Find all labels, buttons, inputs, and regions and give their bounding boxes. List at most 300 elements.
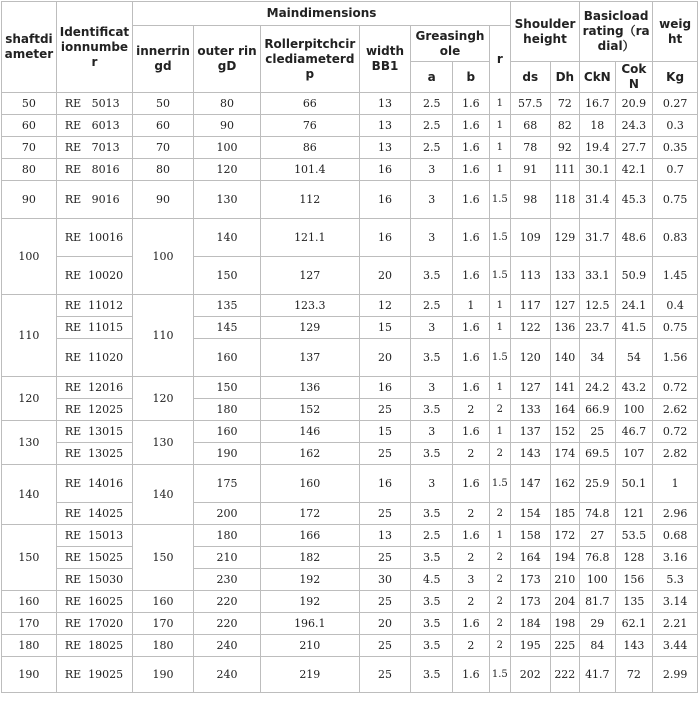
weight-cell: 0.68 bbox=[653, 525, 698, 547]
grease-a-cell: 2.5 bbox=[411, 525, 453, 547]
table-row bbox=[2, 159, 698, 181]
weight-cell: 1 bbox=[653, 465, 698, 503]
grease-a-cell: 3 bbox=[411, 317, 453, 339]
header-basic-load-rating: Basicloadrating（radial） bbox=[580, 2, 653, 62]
outer-ring-cell: 130 bbox=[194, 181, 261, 219]
table-row bbox=[2, 399, 698, 421]
c-cell: 23.7 bbox=[580, 317, 616, 339]
ds-cell: 68 bbox=[510, 115, 550, 137]
outer-ring-cell: 240 bbox=[194, 657, 261, 693]
identification-cell: RE 13015 bbox=[56, 421, 132, 443]
identification-cell: RE 8016 bbox=[56, 159, 132, 181]
outer-ring-cell: 90 bbox=[194, 115, 261, 137]
grease-a-cell: 3.5 bbox=[411, 635, 453, 657]
r-cell: 1 bbox=[489, 317, 510, 339]
outer-ring-cell: 220 bbox=[194, 613, 261, 635]
ds-cell: 109 bbox=[510, 219, 550, 257]
table-row bbox=[2, 503, 698, 525]
grease-a-cell: 2.5 bbox=[411, 115, 453, 137]
co-cell: 62.1 bbox=[615, 613, 653, 635]
co-cell: 46.7 bbox=[615, 421, 653, 443]
ds-cell: 91 bbox=[510, 159, 550, 181]
outer-ring-cell: 160 bbox=[194, 421, 261, 443]
width-cell: 25 bbox=[359, 503, 411, 525]
grease-b-cell: 1.6 bbox=[453, 181, 490, 219]
dh-cell: 172 bbox=[550, 525, 579, 547]
ds-cell: 78 bbox=[510, 137, 550, 159]
table-row bbox=[2, 465, 698, 503]
shaft-diameter-cell: 90 bbox=[2, 181, 57, 219]
header-weight: weight bbox=[653, 2, 698, 62]
r-cell: 1.5 bbox=[489, 257, 510, 295]
weight-cell: 2.96 bbox=[653, 503, 698, 525]
co-cell: 72 bbox=[615, 657, 653, 693]
dh-cell: 225 bbox=[550, 635, 579, 657]
dh-cell: 111 bbox=[550, 159, 579, 181]
grease-b-cell: 3 bbox=[453, 569, 490, 591]
grease-b-cell: 2 bbox=[453, 635, 490, 657]
shaft-diameter-cell: 110 bbox=[2, 295, 57, 377]
header-width: widthBB1 bbox=[359, 26, 411, 93]
shaft-diameter-cell: 120 bbox=[2, 377, 57, 421]
outer-ring-cell: 140 bbox=[194, 219, 261, 257]
ds-cell: 57.5 bbox=[510, 93, 550, 115]
r-cell: 1.5 bbox=[489, 657, 510, 693]
outer-ring-cell: 120 bbox=[194, 159, 261, 181]
dh-cell: 141 bbox=[550, 377, 579, 399]
ds-cell: 122 bbox=[510, 317, 550, 339]
identification-cell: RE 9016 bbox=[56, 181, 132, 219]
width-cell: 25 bbox=[359, 443, 411, 465]
width-cell: 16 bbox=[359, 219, 411, 257]
grease-b-cell: 1.6 bbox=[453, 421, 490, 443]
grease-b-cell: 1.6 bbox=[453, 137, 490, 159]
width-cell: 20 bbox=[359, 257, 411, 295]
header-co: CokN bbox=[615, 62, 653, 93]
grease-b-cell: 2 bbox=[453, 547, 490, 569]
ds-cell: 147 bbox=[510, 465, 550, 503]
r-cell: 1.5 bbox=[489, 219, 510, 257]
grease-b-cell: 1.6 bbox=[453, 525, 490, 547]
identification-cell: RE 12016 bbox=[56, 377, 132, 399]
grease-a-cell: 3.5 bbox=[411, 443, 453, 465]
dh-cell: 140 bbox=[550, 339, 579, 377]
dh-cell: 136 bbox=[550, 317, 579, 339]
grease-a-cell: 2.5 bbox=[411, 137, 453, 159]
ds-cell: 202 bbox=[510, 657, 550, 693]
header-shaft-diameter: shaftdiameter bbox=[2, 2, 57, 93]
c-cell: 76.8 bbox=[580, 547, 616, 569]
table-row bbox=[2, 257, 698, 295]
weight-cell: 5.3 bbox=[653, 569, 698, 591]
inner-ring-cell: 170 bbox=[133, 613, 194, 635]
width-cell: 25 bbox=[359, 547, 411, 569]
grease-a-cell: 3 bbox=[411, 181, 453, 219]
table-row bbox=[2, 421, 698, 443]
dh-cell: 164 bbox=[550, 399, 579, 421]
pitch-diameter-cell: 123.3 bbox=[261, 295, 360, 317]
outer-ring-cell: 220 bbox=[194, 591, 261, 613]
inner-ring-cell: 50 bbox=[133, 93, 194, 115]
table-row bbox=[2, 591, 698, 613]
co-cell: 54 bbox=[615, 339, 653, 377]
table-row bbox=[2, 219, 698, 257]
r-cell: 1.5 bbox=[489, 181, 510, 219]
pitch-diameter-cell: 101.4 bbox=[261, 159, 360, 181]
r-cell: 2 bbox=[489, 399, 510, 421]
table-row bbox=[2, 443, 698, 465]
r-cell: 1 bbox=[489, 159, 510, 181]
pitch-diameter-cell: 160 bbox=[261, 465, 360, 503]
grease-b-cell: 2 bbox=[453, 591, 490, 613]
ds-cell: 137 bbox=[510, 421, 550, 443]
c-cell: 24.2 bbox=[580, 377, 616, 399]
bearing-spec-table bbox=[1, 1, 698, 693]
dh-cell: 222 bbox=[550, 657, 579, 693]
c-cell: 81.7 bbox=[580, 591, 616, 613]
r-cell: 1.5 bbox=[489, 339, 510, 377]
inner-ring-cell: 180 bbox=[133, 635, 194, 657]
identification-cell: RE 17020 bbox=[56, 613, 132, 635]
r-cell: 2 bbox=[489, 591, 510, 613]
grease-b-cell: 1.6 bbox=[453, 219, 490, 257]
pitch-diameter-cell: 162 bbox=[261, 443, 360, 465]
ds-cell: 143 bbox=[510, 443, 550, 465]
header-identification-number: Identificationnumber bbox=[56, 2, 132, 93]
outer-ring-cell: 190 bbox=[194, 443, 261, 465]
pitch-diameter-cell: 152 bbox=[261, 399, 360, 421]
table-row bbox=[2, 635, 698, 657]
shaft-diameter-cell: 70 bbox=[2, 137, 57, 159]
table-row bbox=[2, 339, 698, 377]
grease-b-cell: 1.6 bbox=[453, 93, 490, 115]
r-cell: 1 bbox=[489, 295, 510, 317]
identification-cell: RE 6013 bbox=[56, 115, 132, 137]
inner-ring-cell: 70 bbox=[133, 137, 194, 159]
grease-b-cell: 2 bbox=[453, 503, 490, 525]
outer-ring-cell: 180 bbox=[194, 525, 261, 547]
pitch-diameter-cell: 76 bbox=[261, 115, 360, 137]
r-cell: 1 bbox=[489, 377, 510, 399]
width-cell: 16 bbox=[359, 159, 411, 181]
dh-cell: 210 bbox=[550, 569, 579, 591]
c-cell: 100 bbox=[580, 569, 616, 591]
identification-cell: RE 7013 bbox=[56, 137, 132, 159]
dh-cell: 198 bbox=[550, 613, 579, 635]
dh-cell: 204 bbox=[550, 591, 579, 613]
c-cell: 34 bbox=[580, 339, 616, 377]
pitch-diameter-cell: 182 bbox=[261, 547, 360, 569]
shaft-diameter-cell: 190 bbox=[2, 657, 57, 693]
inner-ring-cell: 90 bbox=[133, 181, 194, 219]
c-cell: 12.5 bbox=[580, 295, 616, 317]
r-cell: 1 bbox=[489, 421, 510, 443]
shaft-diameter-cell: 80 bbox=[2, 159, 57, 181]
table-row bbox=[2, 547, 698, 569]
co-cell: 128 bbox=[615, 547, 653, 569]
inner-ring-cell: 110 bbox=[133, 295, 194, 377]
r-cell: 2 bbox=[489, 613, 510, 635]
dh-cell: 133 bbox=[550, 257, 579, 295]
table-row bbox=[2, 613, 698, 635]
grease-a-cell: 3.5 bbox=[411, 257, 453, 295]
width-cell: 25 bbox=[359, 399, 411, 421]
c-cell: 66.9 bbox=[580, 399, 616, 421]
identification-cell: RE 15025 bbox=[56, 547, 132, 569]
r-cell: 2 bbox=[489, 547, 510, 569]
r-cell: 1 bbox=[489, 137, 510, 159]
weight-cell: 2.82 bbox=[653, 443, 698, 465]
identification-cell: RE 5013 bbox=[56, 93, 132, 115]
c-cell: 69.5 bbox=[580, 443, 616, 465]
outer-ring-cell: 150 bbox=[194, 257, 261, 295]
pitch-diameter-cell: 219 bbox=[261, 657, 360, 693]
header-inner-ring: innerringd bbox=[133, 26, 194, 93]
outer-ring-cell: 150 bbox=[194, 377, 261, 399]
weight-cell: 2.62 bbox=[653, 399, 698, 421]
shaft-diameter-cell: 180 bbox=[2, 635, 57, 657]
grease-a-cell: 2.5 bbox=[411, 93, 453, 115]
shaft-diameter-cell: 130 bbox=[2, 421, 57, 465]
inner-ring-cell: 190 bbox=[133, 657, 194, 693]
pitch-diameter-cell: 112 bbox=[261, 181, 360, 219]
ds-cell: 184 bbox=[510, 613, 550, 635]
grease-b-cell: 1.6 bbox=[453, 377, 490, 399]
pitch-diameter-cell: 121.1 bbox=[261, 219, 360, 257]
ds-cell: 154 bbox=[510, 503, 550, 525]
c-cell: 25 bbox=[580, 421, 616, 443]
weight-cell: 2.21 bbox=[653, 613, 698, 635]
width-cell: 13 bbox=[359, 93, 411, 115]
identification-cell: RE 11012 bbox=[56, 295, 132, 317]
width-cell: 16 bbox=[359, 181, 411, 219]
ds-cell: 117 bbox=[510, 295, 550, 317]
grease-b-cell: 1.6 bbox=[453, 465, 490, 503]
header-outer-ring: outer ringD bbox=[194, 26, 261, 93]
width-cell: 15 bbox=[359, 317, 411, 339]
pitch-diameter-cell: 66 bbox=[261, 93, 360, 115]
width-cell: 13 bbox=[359, 137, 411, 159]
shaft-diameter-cell: 50 bbox=[2, 93, 57, 115]
width-cell: 16 bbox=[359, 377, 411, 399]
co-cell: 53.5 bbox=[615, 525, 653, 547]
dh-cell: 162 bbox=[550, 465, 579, 503]
ds-cell: 195 bbox=[510, 635, 550, 657]
weight-cell: 0.3 bbox=[653, 115, 698, 137]
c-cell: 33.1 bbox=[580, 257, 616, 295]
weight-cell: 3.14 bbox=[653, 591, 698, 613]
table-row bbox=[2, 317, 698, 339]
grease-a-cell: 3.5 bbox=[411, 613, 453, 635]
table-row bbox=[2, 525, 698, 547]
dh-cell: 174 bbox=[550, 443, 579, 465]
dh-cell: 72 bbox=[550, 93, 579, 115]
inner-ring-cell: 60 bbox=[133, 115, 194, 137]
inner-ring-cell: 80 bbox=[133, 159, 194, 181]
co-cell: 20.9 bbox=[615, 93, 653, 115]
identification-cell: RE 16025 bbox=[56, 591, 132, 613]
co-cell: 50.9 bbox=[615, 257, 653, 295]
pitch-diameter-cell: 192 bbox=[261, 591, 360, 613]
co-cell: 135 bbox=[615, 591, 653, 613]
outer-ring-cell: 230 bbox=[194, 569, 261, 591]
pitch-diameter-cell: 137 bbox=[261, 339, 360, 377]
table-row bbox=[2, 569, 698, 591]
grease-b-cell: 1.6 bbox=[453, 159, 490, 181]
header-shoulder-height: Shoulderheight bbox=[510, 2, 579, 62]
header-b: b bbox=[453, 62, 490, 93]
pitch-diameter-cell: 86 bbox=[261, 137, 360, 159]
shaft-diameter-cell: 170 bbox=[2, 613, 57, 635]
co-cell: 156 bbox=[615, 569, 653, 591]
inner-ring-cell: 150 bbox=[133, 525, 194, 591]
co-cell: 42.1 bbox=[615, 159, 653, 181]
header-dh: Dh bbox=[550, 62, 579, 93]
weight-cell: 0.72 bbox=[653, 421, 698, 443]
grease-a-cell: 3.5 bbox=[411, 503, 453, 525]
table-row bbox=[2, 115, 698, 137]
co-cell: 50.1 bbox=[615, 465, 653, 503]
co-cell: 100 bbox=[615, 399, 653, 421]
c-cell: 31.7 bbox=[580, 219, 616, 257]
grease-b-cell: 1.6 bbox=[453, 613, 490, 635]
grease-a-cell: 3.5 bbox=[411, 399, 453, 421]
width-cell: 12 bbox=[359, 295, 411, 317]
header-c: CkN bbox=[580, 62, 616, 93]
width-cell: 13 bbox=[359, 115, 411, 137]
outer-ring-cell: 210 bbox=[194, 547, 261, 569]
outer-ring-cell: 135 bbox=[194, 295, 261, 317]
weight-cell: 0.72 bbox=[653, 377, 698, 399]
outer-ring-cell: 80 bbox=[194, 93, 261, 115]
r-cell: 2 bbox=[489, 635, 510, 657]
width-cell: 16 bbox=[359, 465, 411, 503]
ds-cell: 173 bbox=[510, 569, 550, 591]
grease-b-cell: 1.6 bbox=[453, 317, 490, 339]
grease-b-cell: 2 bbox=[453, 399, 490, 421]
outer-ring-cell: 160 bbox=[194, 339, 261, 377]
pitch-diameter-cell: 146 bbox=[261, 421, 360, 443]
width-cell: 25 bbox=[359, 635, 411, 657]
dh-cell: 185 bbox=[550, 503, 579, 525]
ds-cell: 164 bbox=[510, 547, 550, 569]
width-cell: 13 bbox=[359, 525, 411, 547]
shaft-diameter-cell: 60 bbox=[2, 115, 57, 137]
weight-cell: 0.4 bbox=[653, 295, 698, 317]
header-ds: ds bbox=[510, 62, 550, 93]
grease-a-cell: 3 bbox=[411, 159, 453, 181]
outer-ring-cell: 100 bbox=[194, 137, 261, 159]
header-greasing-hole: Greasinghole bbox=[411, 26, 489, 62]
table-row bbox=[2, 295, 698, 317]
grease-a-cell: 3 bbox=[411, 377, 453, 399]
table-row bbox=[2, 137, 698, 159]
ds-cell: 127 bbox=[510, 377, 550, 399]
grease-b-cell: 2 bbox=[453, 443, 490, 465]
grease-b-cell: 1.6 bbox=[453, 257, 490, 295]
identification-cell: RE 18025 bbox=[56, 635, 132, 657]
ds-cell: 113 bbox=[510, 257, 550, 295]
grease-b-cell: 1.6 bbox=[453, 657, 490, 693]
width-cell: 15 bbox=[359, 421, 411, 443]
dh-cell: 129 bbox=[550, 219, 579, 257]
weight-cell: 0.35 bbox=[653, 137, 698, 159]
table-row bbox=[2, 657, 698, 693]
weight-cell: 0.75 bbox=[653, 181, 698, 219]
co-cell: 45.3 bbox=[615, 181, 653, 219]
pitch-diameter-cell: 210 bbox=[261, 635, 360, 657]
dh-cell: 127 bbox=[550, 295, 579, 317]
pitch-diameter-cell: 172 bbox=[261, 503, 360, 525]
ds-cell: 158 bbox=[510, 525, 550, 547]
co-cell: 41.5 bbox=[615, 317, 653, 339]
width-cell: 25 bbox=[359, 657, 411, 693]
ds-cell: 133 bbox=[510, 399, 550, 421]
c-cell: 18 bbox=[580, 115, 616, 137]
co-cell: 107 bbox=[615, 443, 653, 465]
c-cell: 25.9 bbox=[580, 465, 616, 503]
c-cell: 29 bbox=[580, 613, 616, 635]
identification-cell: RE 13025 bbox=[56, 443, 132, 465]
identification-cell: RE 11020 bbox=[56, 339, 132, 377]
weight-cell: 3.16 bbox=[653, 547, 698, 569]
outer-ring-cell: 240 bbox=[194, 635, 261, 657]
dh-cell: 152 bbox=[550, 421, 579, 443]
c-cell: 84 bbox=[580, 635, 616, 657]
co-cell: 43.2 bbox=[615, 377, 653, 399]
inner-ring-cell: 120 bbox=[133, 377, 194, 421]
weight-cell: 0.83 bbox=[653, 219, 698, 257]
pitch-diameter-cell: 192 bbox=[261, 569, 360, 591]
pitch-diameter-cell: 166 bbox=[261, 525, 360, 547]
outer-ring-cell: 180 bbox=[194, 399, 261, 421]
shaft-diameter-cell: 150 bbox=[2, 525, 57, 591]
header-a: a bbox=[411, 62, 453, 93]
identification-cell: RE 19025 bbox=[56, 657, 132, 693]
weight-cell: 2.99 bbox=[653, 657, 698, 693]
identification-cell: RE 12025 bbox=[56, 399, 132, 421]
outer-ring-cell: 200 bbox=[194, 503, 261, 525]
inner-ring-cell: 130 bbox=[133, 421, 194, 465]
grease-b-cell: 1.6 bbox=[453, 115, 490, 137]
table-row bbox=[2, 93, 698, 115]
identification-cell: RE 11015 bbox=[56, 317, 132, 339]
dh-cell: 194 bbox=[550, 547, 579, 569]
c-cell: 74.8 bbox=[580, 503, 616, 525]
shaft-diameter-cell: 160 bbox=[2, 591, 57, 613]
c-cell: 19.4 bbox=[580, 137, 616, 159]
ds-cell: 98 bbox=[510, 181, 550, 219]
co-cell: 27.7 bbox=[615, 137, 653, 159]
c-cell: 16.7 bbox=[580, 93, 616, 115]
identification-cell: RE 10016 bbox=[56, 219, 132, 257]
ds-cell: 173 bbox=[510, 591, 550, 613]
pitch-diameter-cell: 127 bbox=[261, 257, 360, 295]
grease-b-cell: 1 bbox=[453, 295, 490, 317]
inner-ring-cell: 100 bbox=[133, 219, 194, 295]
weight-cell: 0.7 bbox=[653, 159, 698, 181]
width-cell: 30 bbox=[359, 569, 411, 591]
grease-a-cell: 3 bbox=[411, 465, 453, 503]
header-roller-pitch-circle: Rollerpitchcirclediameterdp bbox=[261, 26, 360, 93]
width-cell: 25 bbox=[359, 591, 411, 613]
width-cell: 20 bbox=[359, 613, 411, 635]
r-cell: 2 bbox=[489, 503, 510, 525]
header-r: r bbox=[489, 26, 510, 93]
dh-cell: 82 bbox=[550, 115, 579, 137]
identification-cell: RE 14016 bbox=[56, 465, 132, 503]
weight-cell: 1.56 bbox=[653, 339, 698, 377]
